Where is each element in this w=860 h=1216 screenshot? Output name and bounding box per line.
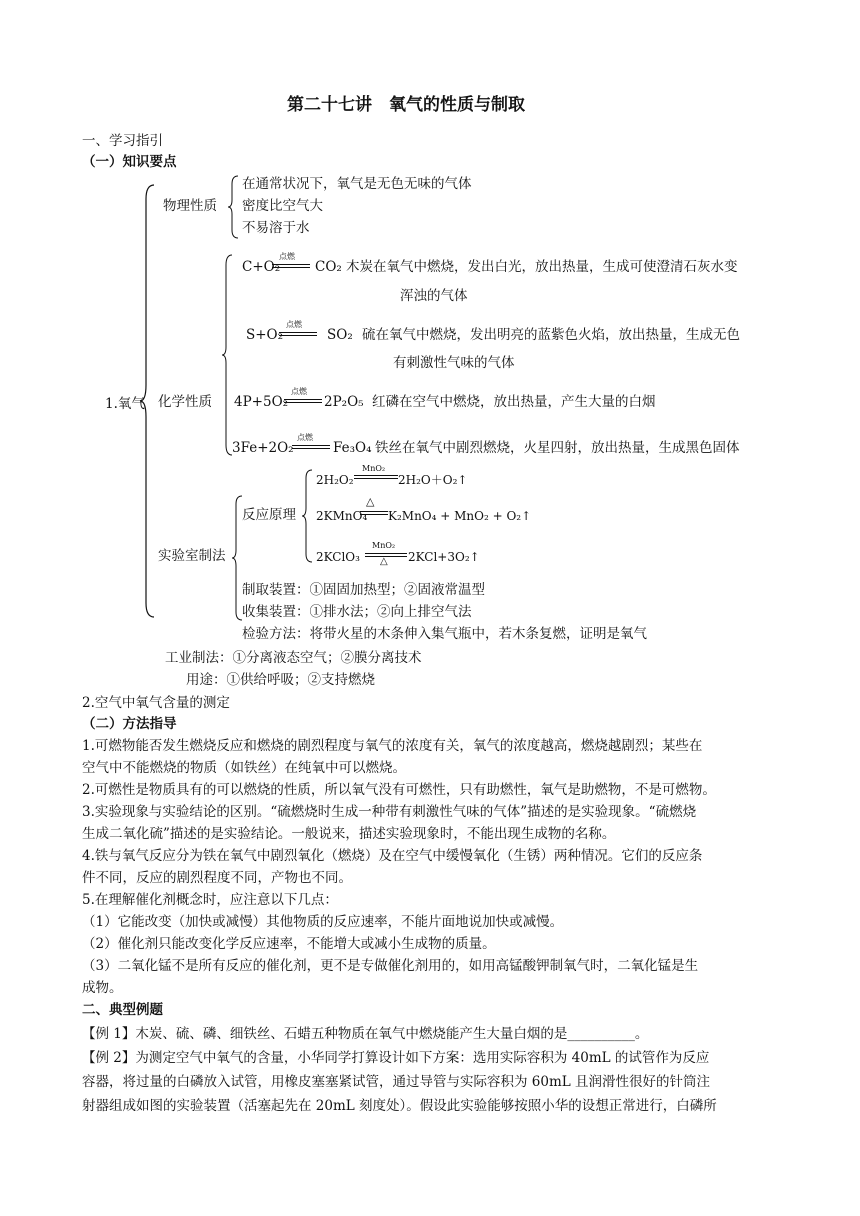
uses: 用途：①供给呼吸；②支持燃烧 [186,672,375,688]
reaction-2-product: SO₂ [327,327,353,343]
example-1-tag: 【例 1】 [82,1026,136,1042]
principle-label: 反应原理 [242,507,296,523]
reaction-2-reactants: S+O₂ [246,327,284,343]
reaction-1-condition: 点燃 [279,252,295,261]
reaction-2-arrow2 [279,335,317,336]
physical-item: 密度比空气大 [242,198,323,214]
method-5-point-2: （2）催化剂只能改变化学反应速率，不能增大或减小生成物的质量。 [82,936,496,952]
oxygen-label: 1.氧气 [105,396,145,412]
method-1-line-2: 空气中不能燃烧的物质（如铁丝）在纯氧中可以燃烧。 [82,760,406,776]
example-1-text: 木炭、硫、磷、细铁丝、石蜡五种物质在氧气中燃烧能产生大量白烟的是 [135,1026,568,1042]
reaction-1-description: 木炭在氧气中燃烧，发出白光，放出热量，生成可使澄清石灰水变 [346,259,738,275]
method-5-point-1: （1）它能改变（加快或减慢）其他物质的反应速率，不能片面地说加快或减慢。 [82,914,564,930]
chemical-label: 化学性质 [158,394,212,410]
method-5: 5.在理解催化剂概念时，应注意以下几点： [82,892,338,908]
section-heading: 一、学习指引 [82,133,163,149]
page-title: 第二十七讲 氧气的性质与制取 [287,95,525,115]
reaction-4-description: 铁丝在氧气中剧烈燃烧，火星四射，放出热量，生成黑色固体 [375,440,740,456]
method-1-line-1: 1.可燃物能否发生燃烧反应和燃烧的剧烈程度与氧气的浓度有关，氧气的浓度越高，燃烧越剧烈；某些在 [82,738,703,754]
reaction-3-condition: 点燃 [291,387,307,396]
equation-3-arrow [365,553,407,554]
reaction-3-arrow [284,399,322,400]
equation-2-products: K₂MnO₄ + MnO₂ + O₂↑ [388,509,532,523]
reaction-3-reactants: 4P+5O₂ [234,394,289,410]
equation-1-products: 2H₂O＋O₂↑ [398,473,468,487]
industrial-method: 工业制法：①分离液态空气；②膜分离技术 [165,650,422,666]
reaction-1-description-cont: 浑浊的气体 [400,288,468,304]
reaction-4-arrow2 [292,448,330,449]
reaction-3-description: 红磷在空气中燃烧，放出热量，产生大量的白烟 [372,394,656,410]
equation-3-catalyst: MnO₂ [372,541,396,550]
equation-1-arrow [354,475,398,476]
example-1 [82,1024,648,1044]
example-2-line-2: 容器，将过量的白磷放入试管，用橡皮塞塞紧试管，通过导管与实际容积为 60mL 且润滑性很好的针筒注 [82,1074,711,1090]
principle-brace [302,470,314,562]
method-2: 2.可燃性是物质具有的可以燃烧的性质，所以氧气没有可燃性，只有助燃性，氧气是助燃物，不是可燃物。 [82,782,716,798]
section-heading-2: 二、典型例题 [82,1002,163,1018]
method-4-line-1: 4.铁与氧气反应分为铁在氧气中剧烈氧化（燃烧）及在空气中缓慢氧化（生锈）两种情况。它们的反应条 [82,848,703,864]
reaction-1-arrow [272,264,310,265]
example-2-tag: 【例 2】 [82,1050,136,1066]
example-1-end: 。 [634,1026,649,1042]
physical-item: 在通常状况下，氧气是无色无味的气体 [242,176,472,192]
equation-1-reactants: 2H₂O₂ [316,473,354,487]
lab-device: 制取装置：①固固加热型；②固液常温型 [242,582,485,598]
reaction-4-arrow [292,445,330,446]
lab-label: 实验室制法 [158,548,226,564]
equation-2-heat: △ [366,495,375,508]
item-2: 2.空气中氧气含量的测定 [82,695,230,711]
method-4-line-2: 件不同，反应的剧烈程度不同，产物也不同。 [82,870,352,886]
example-1-blank: __________ [567,1026,635,1042]
equation-3-reactants: 2KClO₃ [316,550,360,564]
equation-1-catalyst: MnO₂ [362,464,386,473]
method-3-line-2: 生成二氧化硫”描述的是实验结论。一般说来，描述实验现象时，不能出现生成物的名称。 [82,826,616,842]
example-2-text: 为测定空气中氧气的含量，小华同学打算设计如下方案：选用实际容积为 40mL 的试管作为反应 [135,1050,710,1066]
method-5-point-3-line-2: 成物。 [82,980,123,996]
method-3-line-1: 3.实验现象与实验结论的区别。“硫燃烧时生成一种带有刺激性气味的气体”描述的是实验现象。“硫燃烧 [82,804,697,820]
reaction-3-arrow2 [284,402,322,403]
equation-3-heat: △ [380,556,388,567]
reaction-3-product: 2P₂O₅ [324,394,364,410]
reaction-1-reactants: C+O₂ [242,259,281,275]
chemical-brace [222,255,234,455]
physical-item: 不易溶于水 [242,220,310,236]
equation-3-products: 2KCl+3O₂↑ [408,550,480,564]
reaction-4-condition: 点燃 [297,433,313,442]
subsection-heading: （一）知识要点 [82,154,177,170]
reaction-4-reactants: 3Fe+2O₂ [232,440,294,456]
equation-2-arrow2 [360,514,388,515]
equation-2-arrow [360,511,388,512]
physical-label: 物理性质 [163,198,217,214]
lab-collect: 收集装置：①排水法；②向上排空气法 [242,604,472,620]
physical-brace [228,176,240,238]
reaction-4-product: Fe₃O₄ [333,440,372,456]
example-2-line-3: 射器组成如图的实验装置（活塞起先在 20mL 刻度处）。假设此实验能够按照小华的设想正常进行，白磷所 [82,1098,717,1114]
example-2-line-1 [82,1048,709,1068]
lab-test: 检验方法：将带火星的木条伸入集气瓶中，若木条复燃，证明是氧气 [242,626,647,642]
subsection-heading-2: （二）方法指导 [82,716,177,732]
reaction-2-arrow [279,332,317,333]
equation-1-arrow2 [354,478,398,479]
reaction-2-condition: 点燃 [286,320,302,329]
reaction-2-description: 硫在氧气中燃烧，发出明亮的蓝紫色火焰，放出热量，生成无色 [362,327,740,343]
equation-2-reactants: 2KMnO₄ [316,509,368,523]
reaction-2-description-cont: 有刺激性气味的气体 [393,355,515,371]
method-5-point-3-line-1: （3）二氧化锰不是所有反应的催化剂，更不是专做催化剂用的，如用高锰酸钾制氧气时，二氧化锰是生 [82,958,699,974]
reaction-1-product: CO₂ [315,259,342,275]
reaction-1-arrow2 [272,267,310,268]
